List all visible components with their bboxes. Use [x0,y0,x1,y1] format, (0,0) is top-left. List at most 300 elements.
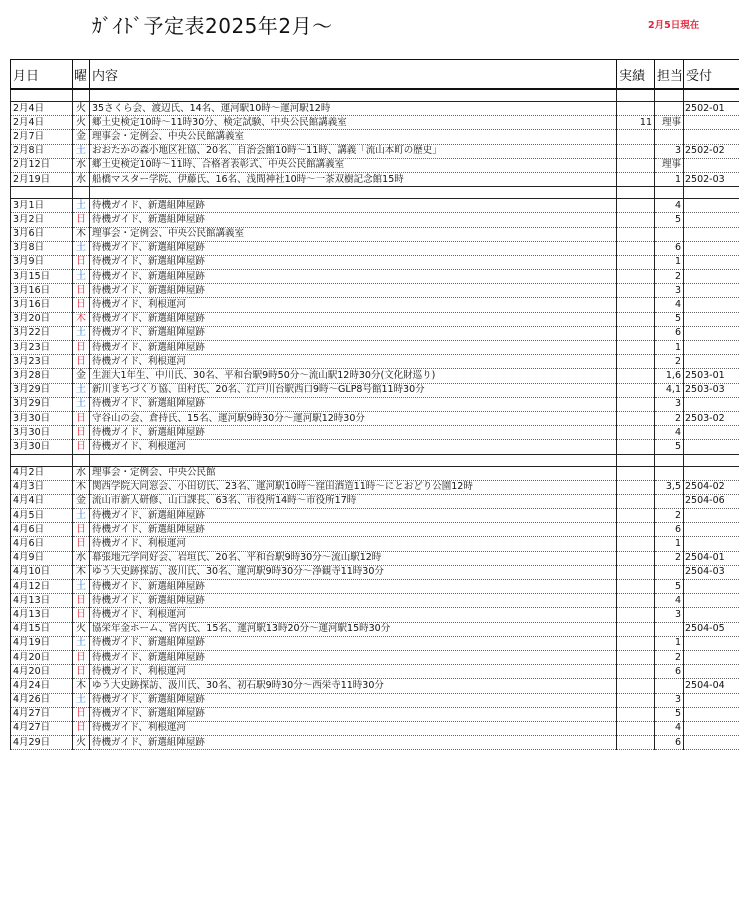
cell-actual [617,270,655,284]
cell-actual [617,426,655,440]
cell-received: 2504-06 [684,494,739,508]
table-row [11,440,739,454]
cell-received [684,199,739,213]
cell-content: 待機ガイド、利根運河 [90,537,617,551]
cell-staff [655,227,684,241]
cell-staff: 4,1 [655,383,684,397]
cell-date: 3月8日 [11,241,73,255]
cell-content: 船橋マスター学院、伊藤氏、16名、浅間神社10時～一茶双樹記念館15時 [90,172,617,186]
cell-received [684,298,739,312]
table-row [11,480,739,494]
cell-content: 待機ガイド、利根運河 [90,298,617,312]
table-row [11,636,739,650]
cell-date: 2月4日 [11,102,73,116]
empty-cell [11,187,73,199]
cell-actual [617,341,655,355]
cell-staff: 4 [655,199,684,213]
empty-cell [11,89,73,102]
cell-actual [617,255,655,269]
cell-actual [617,509,655,523]
table-row [11,426,739,440]
cell-content: 待機ガイド、新選組陣屋跡 [90,270,617,284]
header-dow: 曜 [73,60,90,90]
empty-cell [684,454,739,466]
empty-cell [655,454,684,466]
cell-dow: 木 [73,679,90,693]
cell-date: 4月13日 [11,594,73,608]
cell-content: 待機ガイド、新選組陣屋跡 [90,312,617,326]
cell-date: 4月3日 [11,480,73,494]
cell-content: 待機ガイド、利根運河 [90,355,617,369]
cell-staff: 3 [655,397,684,411]
cell-staff: 4 [655,298,684,312]
cell-content: 待機ガイド、新選組陣屋跡 [90,255,617,269]
cell-staff [655,102,684,116]
table-row [11,551,739,565]
cell-staff: 1 [655,537,684,551]
as-of-date: 2月5日現在 [648,20,700,31]
header-actual: 実績 [617,60,655,90]
cell-received [684,665,739,679]
cell-dow: 日 [73,537,90,551]
cell-date: 2月4日 [11,116,73,130]
cell-staff: 6 [655,736,684,750]
table-row [11,622,739,636]
header-staff: 担当 [655,60,684,90]
cell-dow: 日 [73,594,90,608]
cell-received [684,130,739,144]
schedule-table [10,59,739,750]
cell-staff: 2 [655,270,684,284]
cell-staff: 1 [655,255,684,269]
cell-actual [617,622,655,636]
cell-content: 待機ガイド、新選組陣屋跡 [90,326,617,340]
cell-dow: 日 [73,608,90,622]
cell-received [684,158,739,172]
header-received: 受付 [684,60,739,90]
cell-received [684,693,739,707]
cell-date: 2月8日 [11,144,73,158]
cell-date: 3月1日 [11,199,73,213]
cell-received: 2502-02 [684,144,739,158]
cell-staff: 2 [655,650,684,664]
cell-received: 2502-03 [684,172,739,186]
table-row [11,130,739,144]
cell-received [684,650,739,664]
cell-staff [655,622,684,636]
cell-dow: 土 [73,636,90,650]
cell-content: 待機ガイド、利根運河 [90,608,617,622]
cell-dow: 土 [73,241,90,255]
cell-dow: 火 [73,622,90,636]
cell-dow: 日 [73,298,90,312]
cell-received [684,116,739,130]
cell-dow: 日 [73,707,90,721]
table-row [11,326,739,340]
cell-date: 4月26日 [11,693,73,707]
cell-received [684,426,739,440]
cell-content: 待機ガイド、新選組陣屋跡 [90,509,617,523]
cell-date: 4月29日 [11,736,73,750]
table-row [11,397,739,411]
header-content: 内容 [90,60,617,90]
table-row [11,383,739,397]
cell-received [684,466,739,480]
cell-actual [617,707,655,721]
cell-actual [617,679,655,693]
cell-dow: 木 [73,565,90,579]
table-row [11,298,739,312]
header-date: 月日 [11,60,73,90]
cell-staff [655,679,684,693]
cell-received [684,509,739,523]
cell-content: 待機ガイド、新選組陣屋跡 [90,580,617,594]
empty-cell [90,187,617,199]
cell-date: 3月29日 [11,383,73,397]
cell-staff: 2 [655,411,684,425]
table-row [11,102,739,116]
cell-actual [617,130,655,144]
cell-staff: 1 [655,636,684,650]
cell-dow: 土 [73,509,90,523]
cell-dow: 日 [73,650,90,664]
cell-staff: 理事 [655,158,684,172]
cell-dow: 水 [73,551,90,565]
cell-actual [617,537,655,551]
cell-staff: 1 [655,172,684,186]
cell-actual [617,494,655,508]
cell-content: ゆう大史跡探訪、汲川氏、30名、運河駅9時30分～浄観寺11時30分 [90,565,617,579]
table-row [11,227,739,241]
cell-content: 待機ガイド、新選組陣屋跡 [90,594,617,608]
cell-date: 2月19日 [11,172,73,186]
table-row [11,537,739,551]
cell-actual [617,284,655,298]
cell-dow: 木 [73,312,90,326]
table-row [11,494,739,508]
cell-date: 3月16日 [11,298,73,312]
empty-cell [684,187,739,199]
cell-actual [617,580,655,594]
cell-actual [617,636,655,650]
cell-actual [617,369,655,383]
cell-staff [655,130,684,144]
cell-received [684,326,739,340]
cell-staff: 2 [655,509,684,523]
cell-actual [617,199,655,213]
cell-actual [617,213,655,227]
spacer-row [11,89,739,102]
cell-date: 4月12日 [11,580,73,594]
cell-staff: 5 [655,213,684,227]
cell-date: 4月10日 [11,565,73,579]
cell-dow: 土 [73,199,90,213]
cell-content: 生涯大1年生、中川氏、30名、平和台駅9時50分～流山駅12時30分(文化財巡り) [90,369,617,383]
cell-actual [617,466,655,480]
cell-dow: 日 [73,213,90,227]
cell-staff: 6 [655,523,684,537]
cell-staff: 3 [655,284,684,298]
cell-date: 2月7日 [11,130,73,144]
cell-actual [617,158,655,172]
cell-staff [655,494,684,508]
cell-received [684,312,739,326]
table-row [11,466,739,480]
cell-dow: 日 [73,523,90,537]
cell-date: 4月6日 [11,537,73,551]
empty-cell [655,89,684,102]
empty-cell [617,187,655,199]
cell-content: 待機ガイド、新選組陣屋跡 [90,636,617,650]
cell-actual [617,608,655,622]
cell-staff: 2 [655,355,684,369]
cell-dow: 日 [73,665,90,679]
cell-dow: 土 [73,397,90,411]
cell-received [684,707,739,721]
cell-date: 4月24日 [11,679,73,693]
cell-content: 理事会・定例会、中央公民館講義室 [90,130,617,144]
cell-dow: 土 [73,144,90,158]
table-row [11,213,739,227]
cell-content: ゆう大史跡探訪、汲川氏、30名、初石駅9時30分～西栄寺11時30分 [90,679,617,693]
spacer-row [11,454,739,466]
cell-content: 待機ガイド、新選組陣屋跡 [90,397,617,411]
cell-staff: 1,6 [655,369,684,383]
table-row [11,608,739,622]
cell-received [684,255,739,269]
table-row [11,707,739,721]
cell-received [684,270,739,284]
cell-dow: 金 [73,130,90,144]
cell-content: 幕張地元学同好会、岩垣氏、20名、平和台駅9時30分～流山駅12時 [90,551,617,565]
cell-actual [617,693,655,707]
cell-staff: 4 [655,721,684,735]
cell-received [684,341,739,355]
page-title: ｶﾞｲﾄﾞ予定表2025年2月～ [92,14,333,38]
cell-dow: 日 [73,440,90,454]
cell-received [684,241,739,255]
cell-staff [655,565,684,579]
empty-cell [617,89,655,102]
cell-dow: 火 [73,736,90,750]
table-row [11,594,739,608]
table-row [11,270,739,284]
cell-staff: 5 [655,312,684,326]
cell-date: 4月27日 [11,721,73,735]
cell-content: 待機ガイド、新選組陣屋跡 [90,213,617,227]
cell-date: 3月22日 [11,326,73,340]
cell-actual [617,298,655,312]
cell-date: 3月30日 [11,440,73,454]
cell-content: 新川まちづくり協、田村氏、20名、江戸川台駅西口9時～GLP8号館11時30分 [90,383,617,397]
cell-date: 3月23日 [11,341,73,355]
cell-dow: 土 [73,326,90,340]
table-row [11,158,739,172]
cell-dow: 火 [73,102,90,116]
cell-staff: 1 [655,341,684,355]
cell-date: 3月16日 [11,284,73,298]
cell-staff: 理事 [655,116,684,130]
cell-staff: 2 [655,551,684,565]
cell-staff: 3 [655,693,684,707]
cell-staff: 6 [655,665,684,679]
table-row [11,580,739,594]
cell-date: 4月6日 [11,523,73,537]
cell-content: 郷土史検定10時～11時、合格者表彰式、中央公民館講義室 [90,158,617,172]
table-row [11,284,739,298]
cell-dow: 木 [73,227,90,241]
cell-staff: 3 [655,608,684,622]
cell-staff: 4 [655,594,684,608]
cell-received [684,355,739,369]
cell-actual [617,383,655,397]
table-row [11,665,739,679]
cell-actual [617,523,655,537]
cell-staff: 3,5 [655,480,684,494]
cell-staff: 5 [655,707,684,721]
cell-actual [617,227,655,241]
cell-content: おおたかの森小地区社協、20名、自治会館10時～11時、講義「流山本町の歴史」 [90,144,617,158]
table-row [11,255,739,269]
cell-actual [617,650,655,664]
cell-content: 守谷山の会、倉持氏、15名、運河駅9時30分～運河駅12時30分 [90,411,617,425]
empty-cell [90,454,617,466]
cell-date: 3月9日 [11,255,73,269]
cell-dow: 日 [73,341,90,355]
cell-received [684,721,739,735]
cell-dow: 金 [73,494,90,508]
cell-received [684,608,739,622]
cell-received [684,284,739,298]
cell-received [684,227,739,241]
cell-date: 3月6日 [11,227,73,241]
cell-dow: 日 [73,426,90,440]
cell-content: 待機ガイド、新選組陣屋跡 [90,341,617,355]
cell-dow: 日 [73,721,90,735]
cell-dow: 日 [73,255,90,269]
cell-dow: 金 [73,369,90,383]
cell-content: 待機ガイド、利根運河 [90,665,617,679]
cell-date: 3月30日 [11,426,73,440]
empty-cell [73,89,90,102]
cell-received: 2502-01 [684,102,739,116]
cell-received [684,397,739,411]
table-row [11,144,739,158]
cell-received [684,213,739,227]
table-row [11,241,739,255]
cell-content: 待機ガイド、新選組陣屋跡 [90,241,617,255]
cell-content: 待機ガイド、新選組陣屋跡 [90,707,617,721]
cell-actual [617,665,655,679]
cell-content: 関西学院大同窓会、小田切氏、23名、運河駅10時～窪田酒造11時～にとおどり公園12時 [90,480,617,494]
cell-dow: 日 [73,284,90,298]
empty-cell [655,187,684,199]
table-row [11,523,739,537]
cell-date: 3月20日 [11,312,73,326]
cell-received: 2504-03 [684,565,739,579]
table-row [11,509,739,523]
cell-date: 4月13日 [11,608,73,622]
cell-received [684,636,739,650]
cell-actual [617,411,655,425]
cell-content: 待機ガイド、新選組陣屋跡 [90,426,617,440]
table-row [11,341,739,355]
cell-date: 3月30日 [11,411,73,425]
cell-date: 3月28日 [11,369,73,383]
cell-content: 流山市新人研修、山口課長、63名、市役所14時～市役所17時 [90,494,617,508]
cell-content: 郷土史検定10時～11時30分、検定試験、中央公民館講義室 [90,116,617,130]
cell-content: 理事会・定例会、中央公民館講義室 [90,227,617,241]
cell-actual [617,594,655,608]
cell-content: 協栄年金ホーム、宮内氏、15名、運河駅13時20分～運河駅15時30分 [90,622,617,636]
cell-actual [617,440,655,454]
cell-content: 35さくら会、渡辺氏、14名、運河駅10時～運河駅12時 [90,102,617,116]
cell-staff: 5 [655,440,684,454]
table-header-row [11,60,739,90]
cell-received [684,580,739,594]
table-row [11,693,739,707]
cell-date: 4月9日 [11,551,73,565]
cell-received: 2503-02 [684,411,739,425]
cell-dow: 火 [73,116,90,130]
cell-received [684,440,739,454]
table-row [11,355,739,369]
cell-content: 待機ガイド、新選組陣屋跡 [90,523,617,537]
cell-staff: 6 [655,326,684,340]
schedule-body [11,89,739,750]
empty-cell [90,89,617,102]
cell-actual [617,551,655,565]
cell-actual [617,312,655,326]
cell-actual [617,144,655,158]
cell-received [684,537,739,551]
cell-dow: 水 [73,158,90,172]
cell-content: 理事会・定例会、中央公民館 [90,466,617,480]
cell-dow: 日 [73,411,90,425]
spacer-row [11,187,739,199]
cell-actual [617,397,655,411]
cell-dow: 土 [73,270,90,284]
cell-staff: 6 [655,241,684,255]
cell-received: 2503-03 [684,383,739,397]
cell-date: 4月20日 [11,650,73,664]
table-row [11,721,739,735]
cell-content: 待機ガイド、新選組陣屋跡 [90,736,617,750]
cell-dow: 水 [73,466,90,480]
table-row [11,679,739,693]
table-row [11,565,739,579]
empty-cell [73,454,90,466]
cell-actual [617,102,655,116]
table-row [11,172,739,186]
cell-date: 4月20日 [11,665,73,679]
cell-content: 待機ガイド、新選組陣屋跡 [90,650,617,664]
empty-cell [73,187,90,199]
cell-actual [617,172,655,186]
table-row [11,116,739,130]
cell-actual [617,736,655,750]
cell-date: 3月2日 [11,213,73,227]
cell-date: 3月23日 [11,355,73,369]
cell-received [684,523,739,537]
cell-actual [617,241,655,255]
cell-actual [617,326,655,340]
cell-date: 4月27日 [11,707,73,721]
table-row [11,312,739,326]
cell-received: 2504-04 [684,679,739,693]
cell-dow: 日 [73,355,90,369]
cell-dow: 土 [73,580,90,594]
